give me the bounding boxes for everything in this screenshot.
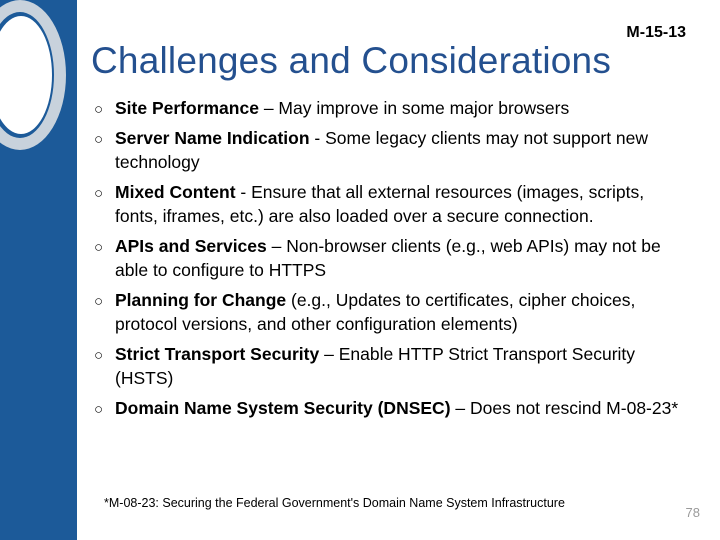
bullet-term: Planning for Change xyxy=(115,290,287,310)
slide-title: Challenges and Considerations xyxy=(91,40,612,81)
bullet-text: (e.g., Updates to certificates, cipher choices, protocol versions, and other configuration elements) xyxy=(115,290,636,334)
open-circle-bullet-icon: ○ xyxy=(94,185,104,202)
open-circle-bullet-icon: ○ xyxy=(94,239,104,256)
bullet-text: Enable HTTP Strict Transport Security (HSTS) xyxy=(115,344,636,388)
open-circle-bullet-icon: ○ xyxy=(94,347,104,364)
bullet-item xyxy=(91,96,691,120)
bullet-separator: - xyxy=(235,182,252,202)
bullet-item xyxy=(91,234,691,282)
bullet-item xyxy=(91,126,691,174)
bullet-item xyxy=(91,288,691,336)
bullet-text: Ensure that all external resources (images, scripts, fonts, iframes, etc.) are also loaded over a secure connection. xyxy=(115,182,645,226)
bullet-separator: – xyxy=(258,98,279,118)
footnote: *M-08-23: Securing the Federal Government's Domain Name System Infrastructure xyxy=(104,496,565,510)
bullet-term: Domain Name System Security (DNSEC) xyxy=(115,398,451,418)
bullet-term: Server Name Indication xyxy=(115,128,310,148)
bullet-item xyxy=(91,342,691,390)
open-circle-bullet-icon: ○ xyxy=(94,131,104,148)
bullet-list xyxy=(91,96,691,426)
open-circle-bullet-icon: ○ xyxy=(94,101,104,118)
open-circle-bullet-icon: ○ xyxy=(94,293,104,310)
bullet-term: Mixed Content xyxy=(115,182,236,202)
bullet-separator: – xyxy=(450,398,470,418)
bullet-term: Site Performance xyxy=(115,98,259,118)
bullet-separator: - xyxy=(309,128,326,148)
open-circle-bullet-icon: ○ xyxy=(94,401,104,418)
bullet-term: Strict Transport Security xyxy=(115,344,320,364)
bullet-separator: – xyxy=(266,236,287,256)
bullet-text: Some legacy clients may not support new technology xyxy=(115,128,649,172)
bullet-text: Non-browser clients (e.g., web APIs) may not be able to configure to HTTPS xyxy=(115,236,661,280)
page-number: 78 xyxy=(685,505,700,520)
reference-code: M-15-13 xyxy=(626,24,686,41)
bullet-text: Does not rescind M-08-23* xyxy=(470,398,679,418)
bullet-item xyxy=(91,396,691,420)
bullet-text: May improve in some major browsers xyxy=(278,98,570,118)
bullet-term: APIs and Services xyxy=(115,236,267,256)
bullet-separator: – xyxy=(319,344,339,364)
bullet-item xyxy=(91,180,691,228)
